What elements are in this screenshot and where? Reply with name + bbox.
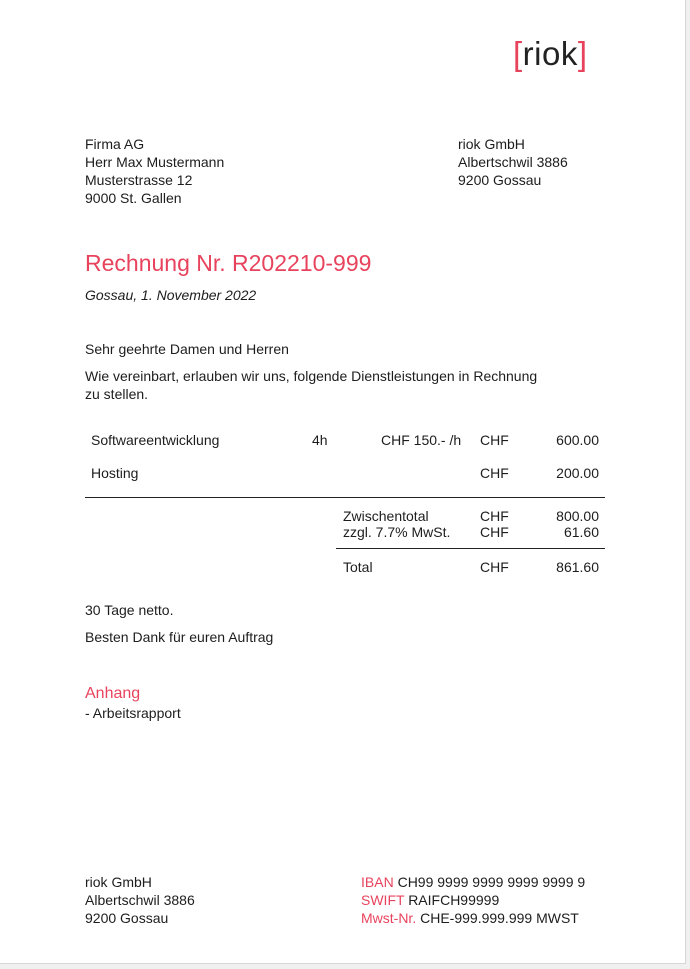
payment-terms: 30 Tage netto. <box>85 602 174 618</box>
item-description: Hosting <box>91 465 139 481</box>
iban-label: IBAN <box>361 874 394 890</box>
footer-city: 9200 Gossau <box>85 910 169 926</box>
thanks-note: Besten Dank für euren Auftrag <box>85 629 274 645</box>
intro-text-line-2: zu stellen. <box>85 386 149 402</box>
sender-address <box>458 135 568 189</box>
greeting: Sehr geehrte Damen und Herren <box>85 341 289 357</box>
vat-currency: CHF <box>480 524 509 540</box>
recipient-city: 9000 St. Gallen <box>85 190 182 206</box>
item-currency: CHF <box>480 465 509 481</box>
item-description: Softwareentwicklung <box>91 432 220 448</box>
subtotal-currency: CHF <box>480 508 509 524</box>
invoice-title: Rechnung Nr. R202210-999 <box>85 250 372 276</box>
total-divider <box>336 548 605 549</box>
sender-city: 9200 Gossau <box>458 172 542 188</box>
vat-label: zzgl. 7.7% MwSt. <box>343 524 451 540</box>
swift-value: RAIFCH99999 <box>408 892 500 908</box>
item-amount: 200.00 <box>556 465 599 481</box>
item-amount: 600.00 <box>556 432 599 448</box>
recipient-street: Musterstrasse 12 <box>85 172 193 188</box>
footer-bank-details <box>361 873 585 927</box>
recipient-company: Firma AG <box>85 136 145 152</box>
intro-text-line-1: Wie vereinbart, erlauben wir uns, folgende Dienstleistungen in Rechnung <box>85 368 538 384</box>
iban-row <box>361 873 585 891</box>
table-divider <box>85 497 605 498</box>
vat-number-row <box>361 909 585 927</box>
vat-number-value: CHE-999.999.999 MWST <box>420 910 579 926</box>
vat-number-label: Mwst-Nr. <box>361 910 417 926</box>
sender-street: Albertschwil 3886 <box>458 154 568 170</box>
sender-company: riok GmbH <box>458 136 525 152</box>
footer-company: riok GmbH <box>85 874 152 890</box>
item-quantity: 4h <box>312 432 328 448</box>
iban-value: CH99 9999 9999 9999 9999 9 <box>397 874 586 890</box>
attachment-heading: Anhang <box>85 685 141 702</box>
total-currency: CHF <box>480 559 509 575</box>
company-logo: [riok] <box>513 35 588 72</box>
vat-amount: 61.60 <box>563 524 599 540</box>
recipient-address <box>85 135 224 207</box>
total-amount: 861.60 <box>556 559 599 575</box>
swift-label: SWIFT <box>361 892 405 908</box>
total-label: Total <box>343 559 373 575</box>
invoice-date: Gossau, 1. November 2022 <box>85 287 257 303</box>
footer-street: Albertschwil 3886 <box>85 892 195 908</box>
footer-address <box>85 873 195 927</box>
item-currency: CHF <box>480 432 509 448</box>
swift-row <box>361 891 585 909</box>
subtotal-label: Zwischentotal <box>343 508 429 524</box>
subtotal-amount: 800.00 <box>556 508 599 524</box>
attachment-item: - Arbeitsrapport <box>85 705 181 721</box>
recipient-contact: Herr Max Mustermann <box>85 154 225 170</box>
item-rate: CHF 150.- /h <box>381 432 462 448</box>
